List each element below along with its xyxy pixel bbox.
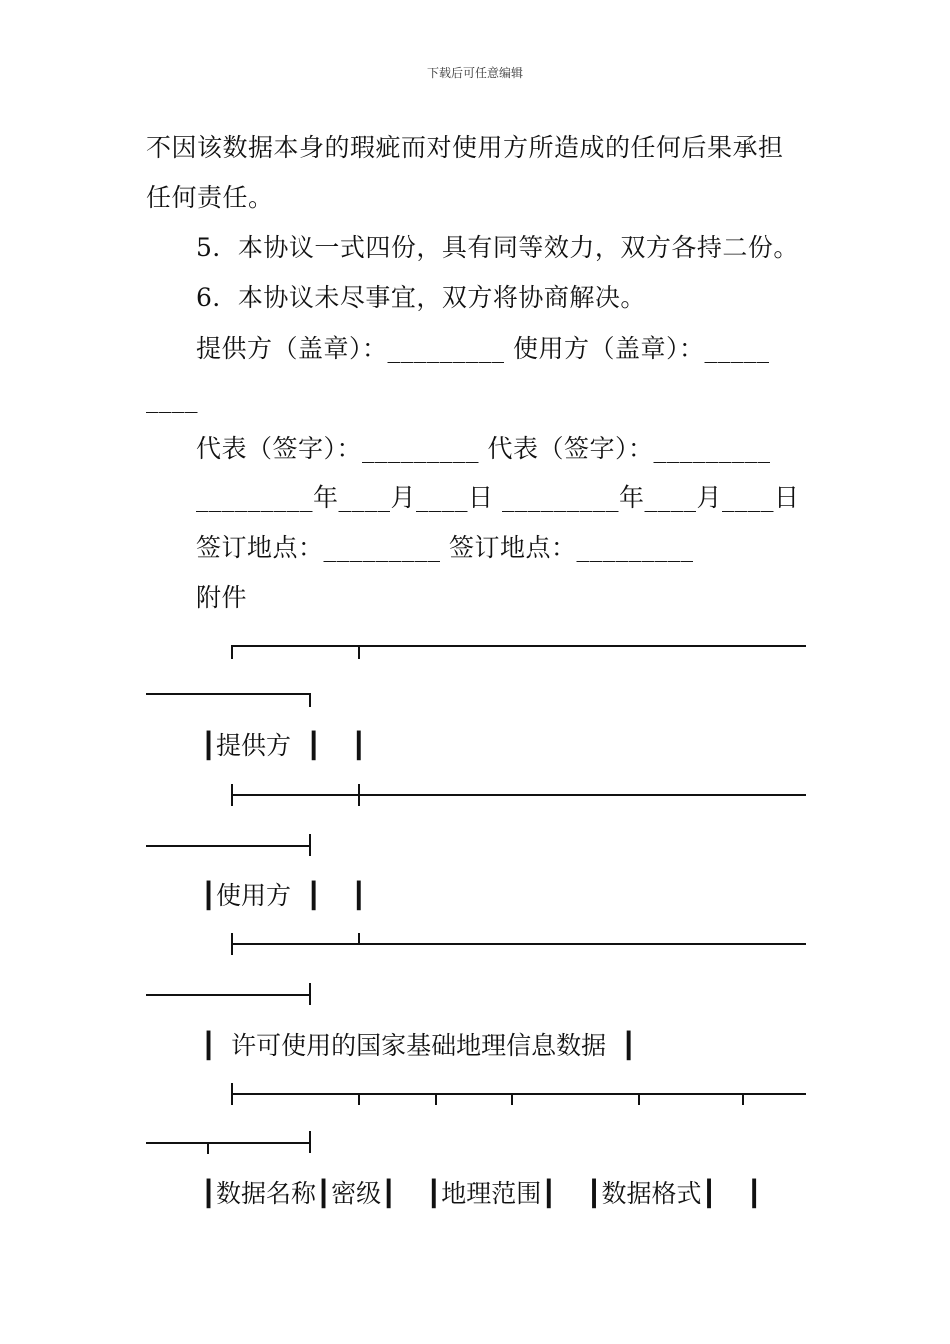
table-border: [146, 693, 310, 695]
table-border: [146, 845, 310, 847]
table-row-provider: ┃提供方 ┃ ┃: [201, 731, 367, 760]
seal-line: 提供方（盖章）：_________ 使用方（盖章）：_____: [196, 334, 770, 363]
table-border: [146, 994, 310, 996]
table-joint: [309, 834, 311, 856]
table-row-data-title: ┃ 许可使用的国家基础地理信息数据 ┃: [201, 1031, 637, 1060]
page-header: 下载后可任意编辑: [426, 66, 523, 80]
attachment-title: 附件: [196, 583, 248, 612]
clause-6: 6．本协议未尽事宜，双方将协商解决。: [196, 283, 646, 312]
table-joint: [231, 1083, 233, 1105]
table-tick: [638, 1093, 640, 1105]
table-joint: [231, 784, 233, 806]
table-tick: [435, 1093, 437, 1105]
table-border: [232, 943, 806, 945]
table-border: [232, 645, 806, 647]
table-joint: [358, 933, 360, 945]
representative-line: 代表（签字）：_________ 代表（签字）：_________: [196, 434, 771, 463]
table-row-user: ┃使用方 ┃ ┃: [201, 881, 367, 910]
paragraph-line: 不因该数据本身的瑕疵而对使用方所造成的任何后果承担: [146, 133, 784, 162]
table-joint: [309, 983, 311, 1005]
clause-5: 5．本协议一式四份，具有同等效力，双方各持二份。: [196, 233, 799, 262]
paragraph-line: 任何责任。: [146, 183, 274, 212]
table-tick: [358, 645, 360, 659]
date-line: _________年____月____日 _________年____月____日: [196, 483, 800, 512]
table-joint: [231, 933, 233, 955]
table-tick: [742, 1093, 744, 1105]
table-corner: [309, 693, 311, 707]
table-row-columns: ┃数据名称┃密级┃ ┃地理范围┃ ┃数据格式┃ ┃: [201, 1179, 762, 1208]
table-corner: [231, 645, 233, 659]
table-tick: [511, 1093, 513, 1105]
table-tick: [358, 1093, 360, 1105]
table-border: [232, 794, 806, 796]
table-border: [232, 1093, 806, 1095]
table-tick: [207, 1142, 209, 1154]
table-joint: [358, 784, 360, 806]
signing-place-line: 签订地点：_________ 签订地点：_________: [196, 533, 694, 562]
seal-line-continued: ____: [146, 384, 198, 413]
table-joint: [309, 1131, 311, 1153]
table-border: [146, 1142, 310, 1144]
